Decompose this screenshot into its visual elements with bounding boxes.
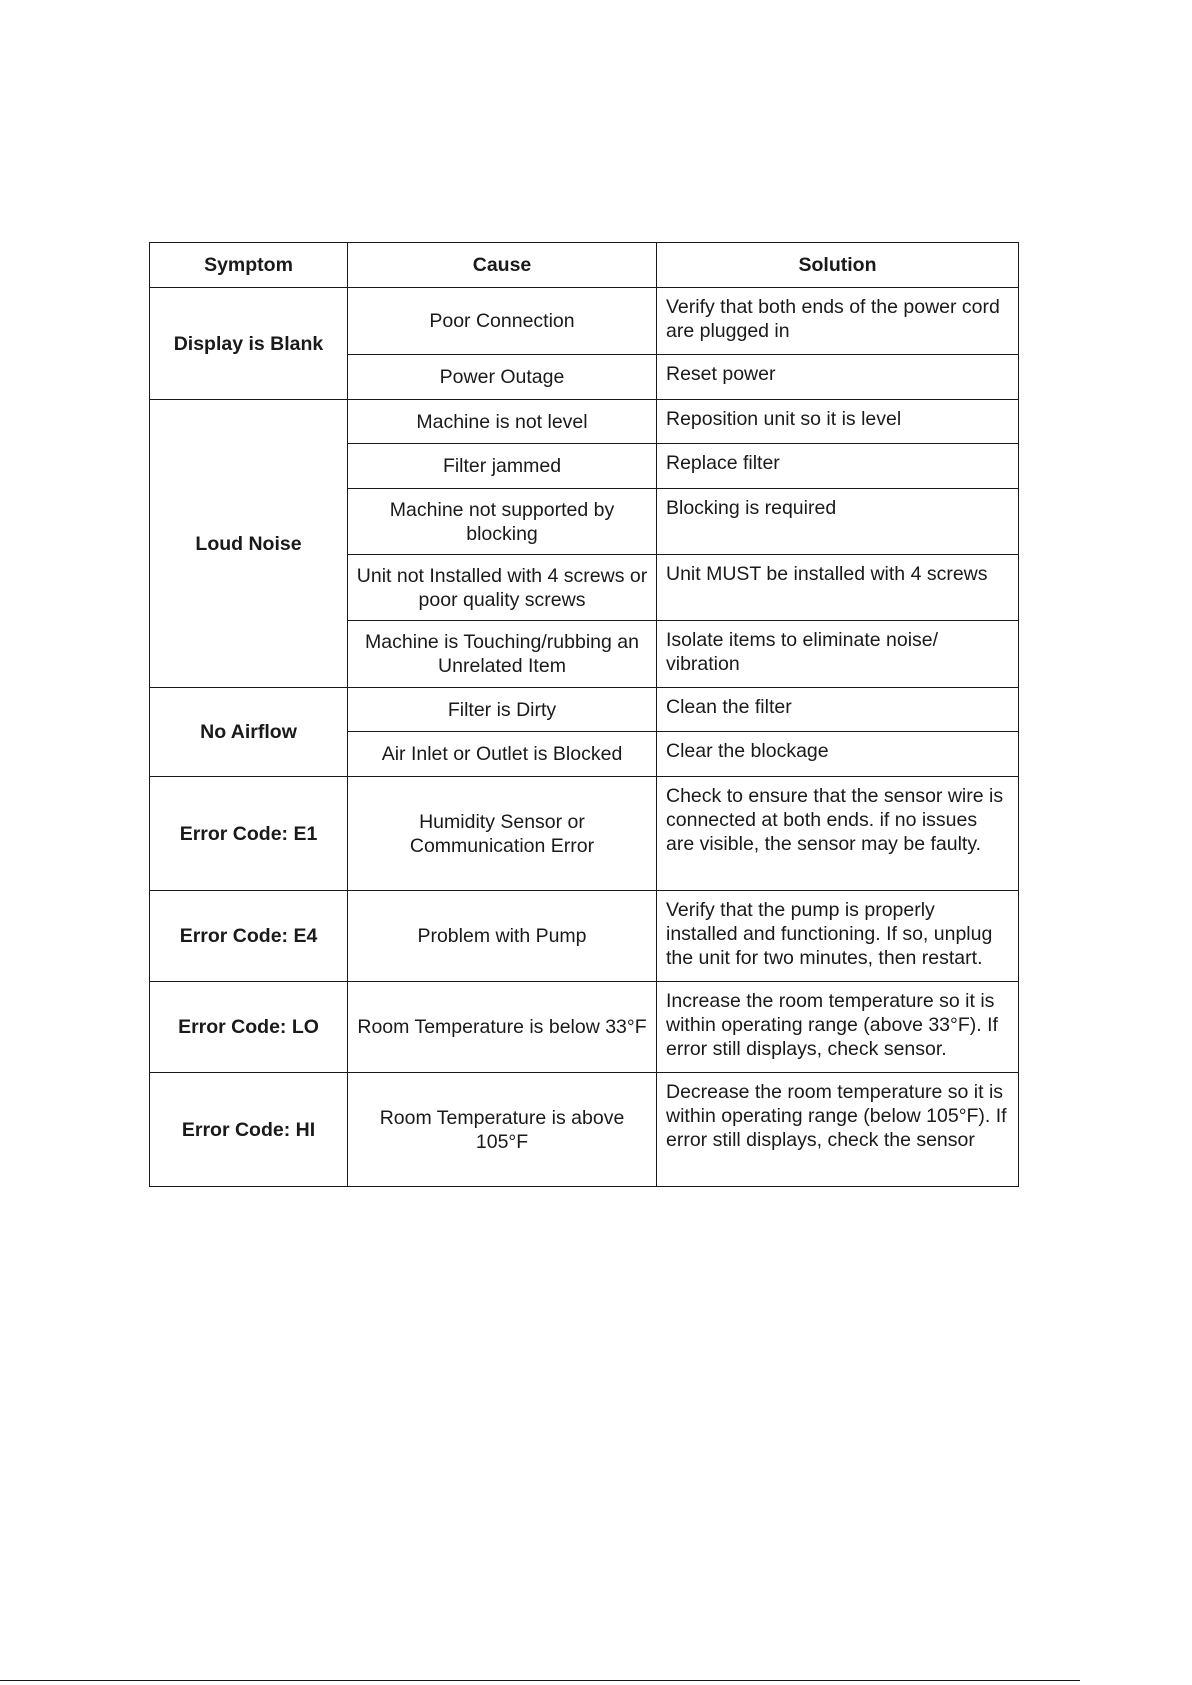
cause-cell: Air Inlet or Outlet is Blocked — [348, 732, 657, 777]
cause-cell: Unit not Installed with 4 screws or poor quality screws — [348, 555, 657, 621]
header-symptom: Symptom — [150, 243, 348, 288]
symptom-cell: Error Code: HI — [150, 1073, 348, 1187]
symptom-cell: No Airflow — [150, 688, 348, 777]
symptom-cell: Error Code: E1 — [150, 777, 348, 891]
symptom-cell: Display is Blank — [150, 288, 348, 400]
cause-cell: Filter is Dirty — [348, 688, 657, 732]
cause-cell: Machine is not level — [348, 400, 657, 444]
symptom-cell: Error Code: LO — [150, 982, 348, 1073]
symptom-cell: Error Code: E4 — [150, 891, 348, 982]
table-row — [150, 688, 1019, 732]
troubleshooting-table — [149, 242, 1019, 1187]
solution-cell: Check to ensure that the sensor wire is connected at both ends. if no issues are visible, the sensor may be faulty. — [657, 777, 1019, 891]
solution-cell: Verify that both ends of the power cord are plugged in — [657, 288, 1019, 355]
cause-cell: Room Temperature is below 33°F — [348, 982, 657, 1073]
solution-cell: Reposition unit so it is level — [657, 400, 1019, 444]
cause-cell: Poor Connection — [348, 288, 657, 355]
page-bottom-rule — [0, 1680, 1080, 1681]
header-cause: Cause — [348, 243, 657, 288]
cause-cell: Filter jammed — [348, 444, 657, 489]
solution-cell: Reset power — [657, 355, 1019, 400]
solution-cell: Unit MUST be installed with 4 screws — [657, 555, 1019, 621]
solution-cell: Increase the room temperature so it is within operating range (above 33°F). If error still displays, check sensor. — [657, 982, 1019, 1073]
header-solution: Solution — [657, 243, 1019, 288]
cause-cell: Room Temperature is above 105°F — [348, 1073, 657, 1187]
table-row — [150, 891, 1019, 982]
cause-cell: Machine not supported by blocking — [348, 489, 657, 555]
solution-cell: Replace filter — [657, 444, 1019, 489]
solution-cell: Clean the filter — [657, 688, 1019, 732]
table-row — [150, 400, 1019, 444]
cause-cell: Problem with Pump — [348, 891, 657, 982]
table-row — [150, 777, 1019, 891]
symptom-cell: Loud Noise — [150, 400, 348, 688]
solution-cell: Verify that the pump is properly installed and functioning. If so, unplug the unit for two minutes, then restart. — [657, 891, 1019, 982]
cause-cell: Humidity Sensor or Communication Error — [348, 777, 657, 891]
cause-cell: Power Outage — [348, 355, 657, 400]
table-row — [150, 982, 1019, 1073]
solution-cell: Blocking is required — [657, 489, 1019, 555]
cause-cell: Machine is Touching/rubbing an Unrelated Item — [348, 621, 657, 688]
table-row — [150, 288, 1019, 355]
solution-cell: Isolate items to eliminate noise/ vibration — [657, 621, 1019, 688]
header-row — [150, 243, 1019, 288]
solution-cell: Clear the blockage — [657, 732, 1019, 777]
solution-cell: Decrease the room temperature so it is within operating range (below 105°F). If error still displays, check the sensor — [657, 1073, 1019, 1187]
table-row — [150, 1073, 1019, 1187]
